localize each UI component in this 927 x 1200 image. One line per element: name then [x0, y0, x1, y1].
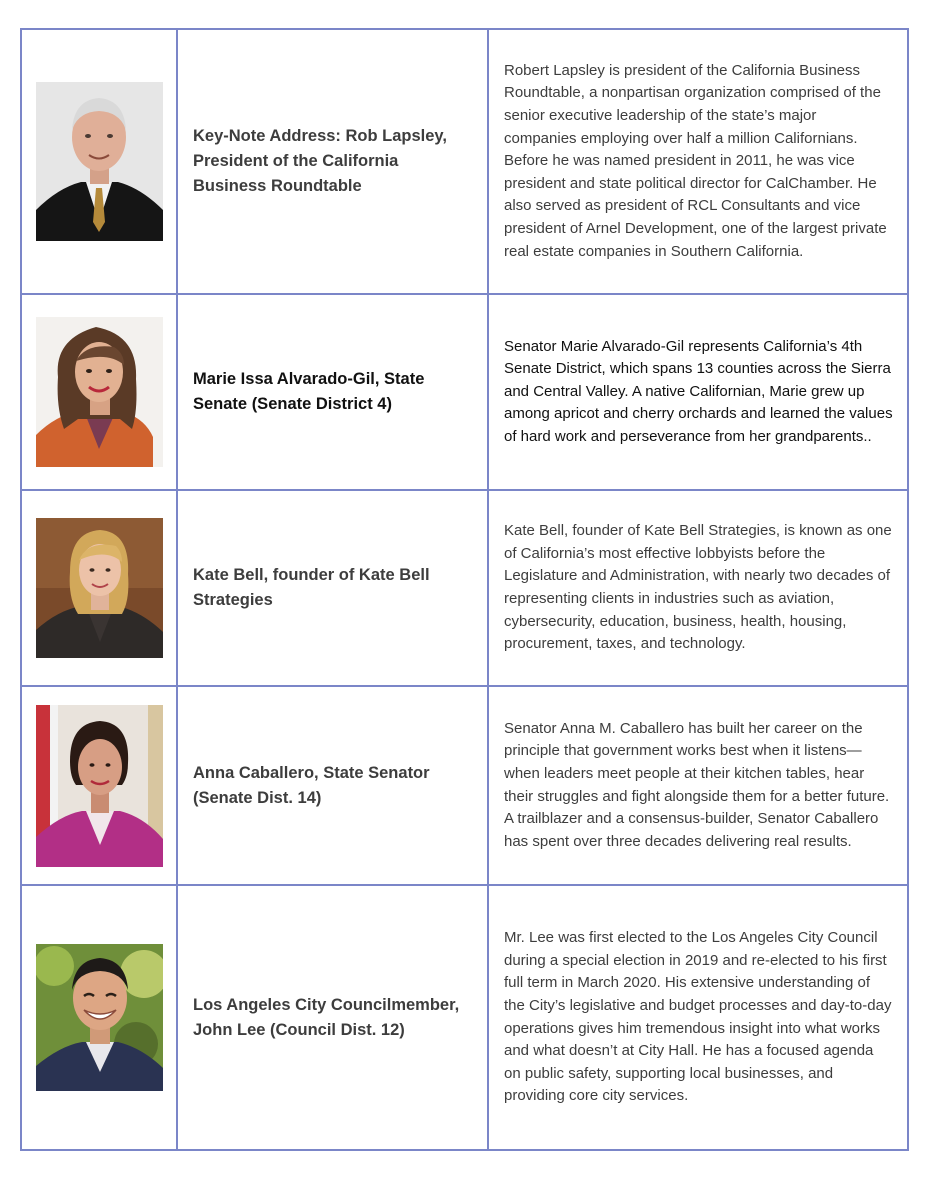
speaker-name: Anna Caballero, State Senator (Senate Dist. 14): [193, 763, 430, 807]
bio-cell: [488, 885, 908, 1150]
bio-cell: [488, 490, 908, 686]
speaker-table: [20, 28, 909, 1151]
portrait-photo: [36, 317, 163, 467]
speaker-name: Marie Issa Alvarado-Gil, State Senate (Senate District 4): [193, 370, 425, 413]
name-cell: [177, 686, 488, 885]
portrait-photo: [36, 944, 163, 1091]
speaker-bio: Senator Marie Alvarado-Gil represents California’s 4th Senate District, which spans 13 counties across the Sierra and Central Valley. A native Californian, Marie grew up among apricot and cherry orchards and learned the values of hard work and perseverance from her grandparents..: [504, 337, 893, 445]
speaker-bio: Robert Lapsley is president of the California Business Roundtable, a nonpartisan organization comprised of the senior executive leadership of the state’s major companies employing over half a million Californians. Before he was named president in 2011, he was vice president and state political director for CalChamber. He also served as president of RCL Consultants and vice president of Arnel Development, one of the largest private real estate companies in Southern California.: [504, 61, 887, 260]
portrait-photo: [36, 705, 163, 867]
bio-cell: [488, 294, 908, 490]
photo-cell: [21, 294, 177, 490]
table-row: [21, 686, 908, 885]
bio-cell: [488, 686, 908, 885]
portrait-photo: [36, 82, 163, 241]
speaker-name: Key-Note Address: Rob Lapsley, President of the California Business Roundtable: [193, 127, 447, 195]
portrait-photo: [36, 518, 163, 658]
speaker-bio: Kate Bell, founder of Kate Bell Strategies, is known as one of California’s most effective lobbyists before the Legislature and Administration, with nearly two decades of representing clients in industries such as aviation, cybersecurity, education, business, health, housing, procurement, taxes, and technology.: [504, 522, 892, 653]
name-cell: [177, 490, 488, 686]
speaker-name: Kate Bell, founder of Kate Bell Strategies: [193, 566, 430, 609]
table-row: [21, 294, 908, 490]
speaker-bio: Mr. Lee was first elected to the Los Angeles City Council during a special election in 2019 and re-elected to his first full term in March 2020. His extensive understanding of the City’s legislative and budget processes and day-to-day operations gives him tremendous insight into what works and what doesn’t at City Hall. He has a focused agenda on public safety, supporting local businesses, and providing core city services.: [504, 929, 892, 1105]
speaker-bio: Senator Anna M. Caballero has built her career on the principle that government works best when it listens—when leaders meet people at their kitchen tables, hear their struggles and fight alongside them for a better future. A trailblazer and a consensus-builder, Senator Caballero has spent over three decades delivering real results.: [504, 719, 890, 850]
photo-cell: [21, 686, 177, 885]
table-row: [21, 29, 908, 294]
photo-cell: [21, 490, 177, 686]
photo-cell: [21, 885, 177, 1150]
name-cell: [177, 29, 488, 294]
table-row: [21, 490, 908, 686]
name-cell: [177, 294, 488, 490]
name-cell: [177, 885, 488, 1150]
speaker-name: Los Angeles City Councilmember, John Lee (Council Dist. 12): [193, 995, 460, 1039]
photo-cell: [21, 29, 177, 294]
bio-cell: [488, 29, 908, 294]
table-row: [21, 885, 908, 1150]
